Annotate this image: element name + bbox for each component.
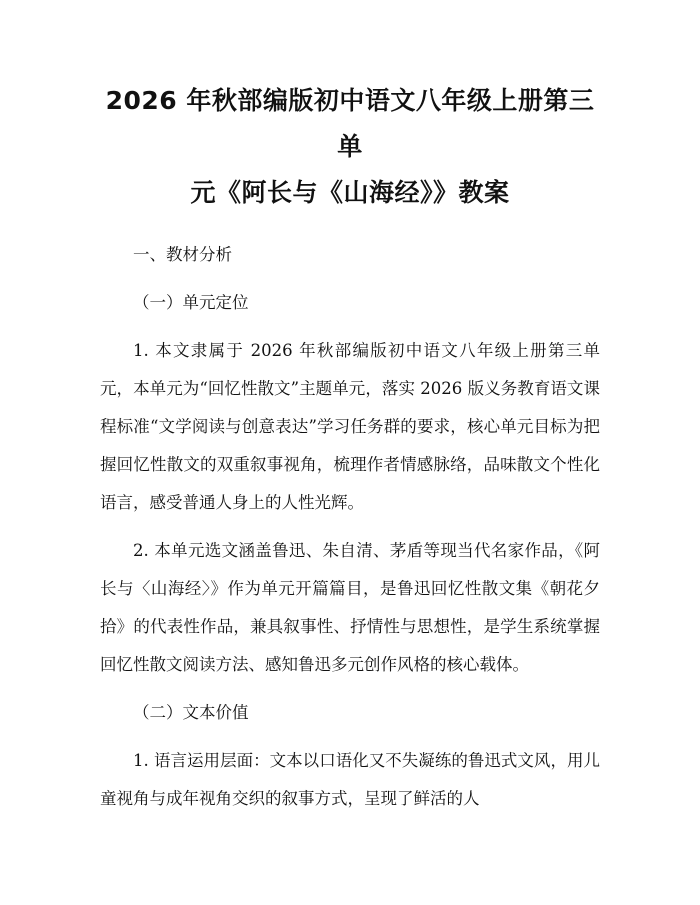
paragraph-unit-positioning-1: 1. 本文隶属于 2026 年秋部编版初中语文八年级上册第三单元，本单元为“回忆性散文”主题单元，落实 2026 版义务教育语文课程标准“文学阅读与创意表达”学习任务群的要求，核心单元目标为把握回忆性散文的双重叙事视角，梳理作者情感脉络，品味散文个性化语言，感受普通人身上的人性光辉。 bbox=[100, 341, 600, 512]
section-heading-textbook-analysis: 一、教材分析 bbox=[133, 245, 232, 264]
title-line-1: 2026 年秋部编版初中语文八年级上册第三单 bbox=[105, 86, 595, 161]
title-line-2: 元《阿长与《山海经》》教案 bbox=[190, 178, 510, 207]
paragraph-unit-positioning-2: 2. 本单元选文涵盖鲁迅、朱自清、茅盾等现当代名家作品，《阿长与〈山海经〉》作为单元开篇篇目，是鲁迅回忆性散文集《朝花夕拾》的代表性作品，兼具叙事性、抒情性与思想性，是学生系统掌握回忆性散文阅读方法、感知鲁迅多元创作风格的核心载体。 bbox=[100, 541, 600, 674]
subheading-unit-positioning: （一）单元定位 bbox=[133, 293, 249, 312]
paragraph-text-value-1: 1. 语言运用层面：文本以口语化又不失凝练的鲁迅式文风，用儿童视角与成年视角交织的叙事方式，呈现了鲜活的人 bbox=[100, 751, 600, 808]
document-title bbox=[100, 78, 600, 216]
subheading-text-value: （二）文本价值 bbox=[133, 703, 249, 722]
document-body bbox=[100, 236, 600, 818]
